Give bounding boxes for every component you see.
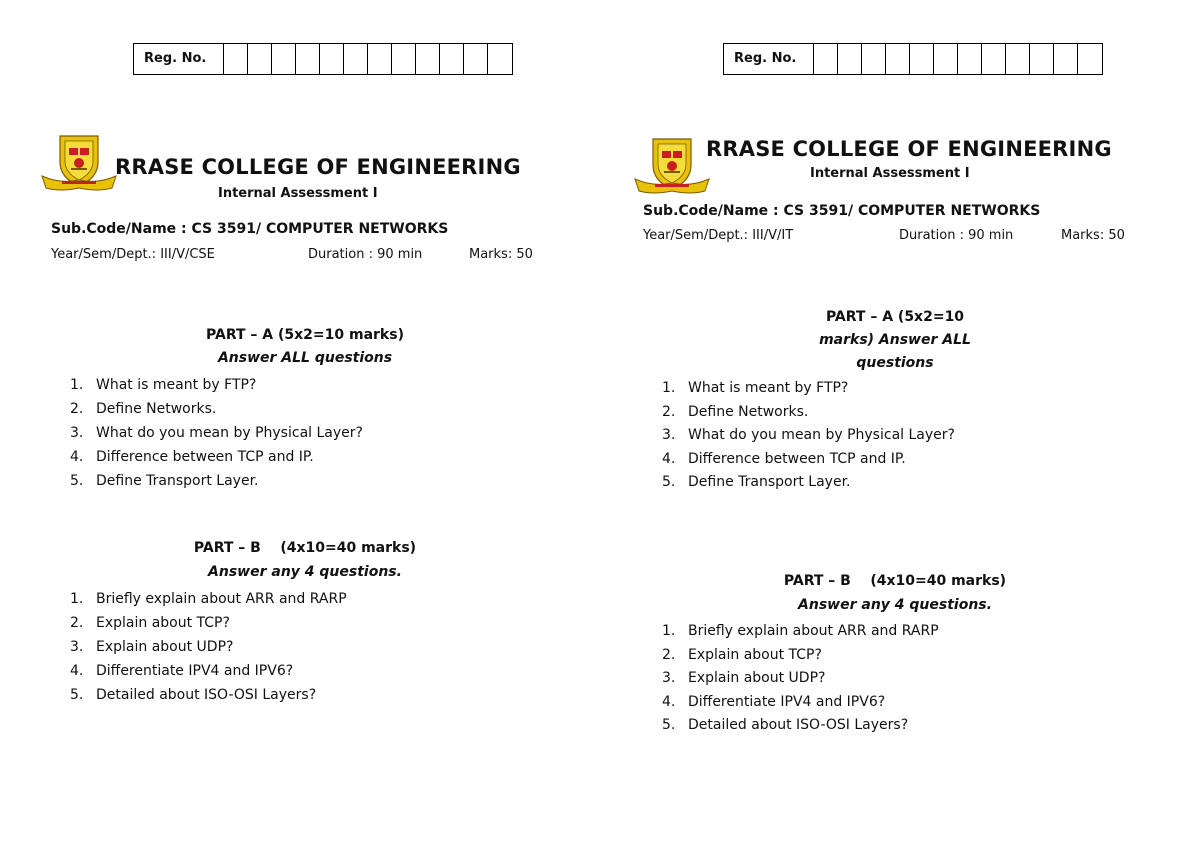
reg-digit-cell[interactable] [248,44,272,74]
reg-digit-cell[interactable] [934,44,958,74]
part-a-instruction: Answer ALL questions [217,350,393,366]
reg-digit-cell[interactable] [1030,44,1054,74]
part-b-instruction: Answer any 4 questions. [208,564,402,580]
question-item: 2. Explain about TCP? [70,615,230,631]
question-item: 1. Briefly explain about ARR and RARP [70,591,347,607]
part-b-question-list [70,587,347,707]
question-item: 5. Define Transport Layer. [662,474,851,490]
question-item: 3. Explain about UDP? [662,670,826,686]
reg-digit-cell[interactable] [416,44,440,74]
question-item: 5. Detailed about ISO-OSI Layers? [662,717,909,733]
question-item: 1. What is meant by FTP? [662,380,849,396]
reg-digit-cell[interactable] [392,44,416,74]
part-a-title: PART – A (5x2=10 [825,309,965,325]
reg-digit-cell[interactable] [1006,44,1030,74]
part-b-title: PART – B (4x10=40 marks) [783,573,1007,589]
reg-digit-cell[interactable] [488,44,512,74]
reg-digit-cell[interactable] [814,44,838,74]
assessment-title: Internal Assessment I [810,166,970,181]
question-item: 3. Explain about UDP? [70,639,234,655]
reg-digit-cell[interactable] [886,44,910,74]
marks: Marks: 50 [469,247,533,262]
part-b-question-list [662,620,939,738]
question-item: 1. What is meant by FTP? [70,377,257,393]
reg-digit-cell[interactable] [296,44,320,74]
reg-digit-cell[interactable] [272,44,296,74]
reg-digit-cell[interactable] [982,44,1006,74]
assessment-title: Internal Assessment I [218,186,378,201]
reg-digit-cell[interactable] [464,44,488,74]
college-name: RRASE COLLEGE OF ENGINEERING [706,137,1112,161]
exam-meta-row [643,228,1143,246]
question-item: 2. Explain about TCP? [662,646,822,663]
reg-digit-cell[interactable] [910,44,934,74]
question-item: 1. Briefly explain about ARR and RARP [662,623,939,639]
question-item: 2. Define Networks. [662,403,809,420]
subject-code-name: Sub.Code/Name : CS 3591/ COMPUTER NETWORKS [51,221,449,237]
exam-meta-row [51,247,551,265]
exam-sheet-right [600,0,1200,848]
part-b-title: PART – B (4x10=40 marks) [193,540,417,556]
reg-digit-cell[interactable] [958,44,982,74]
marks: Marks: 50 [1061,228,1125,243]
reg-digit-cell[interactable] [368,44,392,74]
part-a-instruction: questions [856,355,934,371]
duration: Duration : 90 min [308,247,423,262]
question-item: 4. Difference between TCP and IP. [70,449,314,465]
year-sem-dept: Year/Sem/Dept.: III/V/IT [643,228,794,243]
reg-digit-cell[interactable] [344,44,368,74]
reg-no-label: Reg. No. [724,44,814,74]
reg-no-box [723,43,1103,75]
subject-code-name: Sub.Code/Name : CS 3591/ COMPUTER NETWORKS [643,203,1041,219]
part-a-title-continued: marks) Answer ALL [819,332,971,348]
part-a-question-list [70,373,363,493]
part-a-question-list [662,377,955,495]
question-item: 5. Detailed about ISO-OSI Layers? [70,687,317,703]
part-a-title: PART – A (5x2=10 marks) [206,327,404,343]
reg-digit-cell[interactable] [862,44,886,74]
reg-digit-cell[interactable] [320,44,344,74]
reg-digit-cell[interactable] [838,44,862,74]
duration: Duration : 90 min [899,228,1014,243]
year-sem-dept: Year/Sem/Dept.: III/V/CSE [51,247,215,262]
question-item: 3. What do you mean by Physical Layer? [70,425,363,441]
part-b-instruction: Answer any 4 questions. [798,597,992,613]
reg-no-box [133,43,513,75]
college-logo-icon [633,135,711,195]
question-item: 3. What do you mean by Physical Layer? [662,427,955,443]
question-item: 4. Difference between TCP and IP. [662,450,906,467]
reg-digit-cell[interactable] [1054,44,1078,74]
college-logo-icon [40,132,118,192]
reg-digit-cell[interactable] [224,44,248,74]
question-item: 4. Differentiate IPV4 and IPV6? [70,663,294,679]
reg-digit-cell[interactable] [1078,44,1102,74]
college-name: RRASE COLLEGE OF ENGINEERING [115,155,521,179]
question-item: 2. Define Networks. [70,401,217,417]
reg-digit-cell[interactable] [440,44,464,74]
reg-no-label: Reg. No. [134,44,224,74]
question-item: 5. Define Transport Layer. [70,473,259,489]
question-item: 4. Differentiate IPV4 and IPV6? [662,693,886,710]
